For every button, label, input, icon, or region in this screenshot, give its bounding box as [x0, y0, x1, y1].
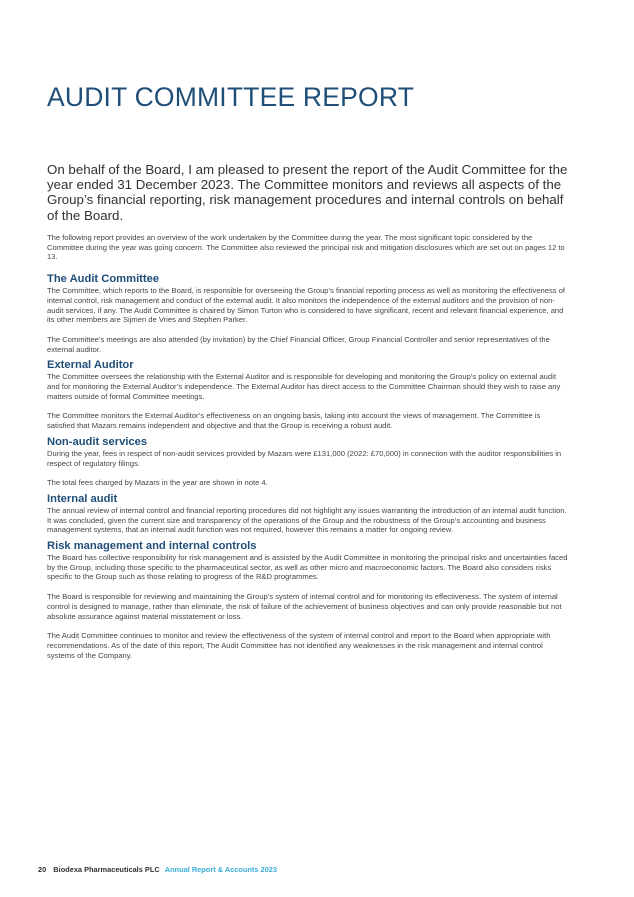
section-paragraph: The annual review of internal control and financial reporting procedures did not highlight any issues warranting the introduction of an internal audit function. It was concluded, given the current size and transparency of the operations of the Group and the robustness of the Group’s accounting and business management systems, that an internal audit function was not required, however this remains a matter for ongoing review.	[47, 505, 567, 535]
section-heading: Internal audit	[47, 492, 118, 505]
section-non-audit-services	[47, 436, 569, 488]
page-footer	[38, 865, 277, 875]
section-paragraph: The Audit Committee continues to monitor and review the effectiveness of the system of internal control and report to the Board when appropriate with recommendations. As of the date of this report, The Audit Committee has not identified any weaknesses in the risk management and internal control systems of the Company.	[47, 631, 551, 660]
section-external-auditor	[47, 359, 569, 431]
lead-paragraph: The following report provides an overview of the work undertaken by the Committee during the year. The most significant topic considered by the Committee during the year was going concern. The Committee also reviewed the principal risk and mitigation disclosures which are set out on pages 12 to 13.	[47, 233, 565, 262]
section-heading: Risk management and internal controls	[47, 540, 257, 553]
section-paragraph: The total fees charged by Mazars in the year are shown in note 4.	[47, 478, 268, 488]
section-paragraph: The Committee, which reports to the Board, is responsible for overseeing the Group’s financial reporting process as well as monitoring the effectiveness of internal control, risk management and conduct of the external audit. It also monitors the independence of the external auditors and the provision of non-audit services, if any. The Audit Committee is chaired by Simon Turton who is considered to have significant, recent and relevant financial experience, and its other members are Sijmen de Vries and Stephen Parker.	[47, 286, 566, 325]
section-audit-committee	[47, 273, 569, 354]
section-paragraph: The Board is responsible for reviewing and maintaining the Group’s system of internal control and for monitoring its effectiveness. The system of internal control is designed to manage, rather than eliminate, the risk of failure of the achievement of business objectives and can only provide reasonable but not absolute assurance against material misstatement or loss.	[47, 592, 562, 621]
page-title: AUDIT COMMITTEE REPORT	[47, 82, 415, 112]
section-paragraph: During the year, fees in respect of non-audit services provided by Mazars were £131,000 (2022: £70,000) in connection with the auditor responsibilities in respect of regulatory filings.	[47, 448, 562, 468]
intro-paragraph: On behalf of the Board, I am pleased to present the report of the Audit Committee for the year ended 31 December 2023. The Committee monitors and reviews all aspects of the Group’s financial reporting, risk management procedures and internal controls on behalf of the Board.	[47, 162, 568, 223]
section-risk-management	[47, 540, 569, 660]
company-name: Biodexa Pharmaceuticals PLC	[53, 865, 160, 874]
section-paragraph: The Committee’s meetings are also attended (by invitation) by the Chief Financial Officer, Group Financial Controller and senior representatives of the external auditor.	[47, 334, 550, 354]
section-heading: Non-audit services	[47, 435, 148, 448]
section-heading: The Audit Committee	[47, 273, 160, 286]
section-heading: External Auditor	[47, 359, 134, 372]
section-paragraph: The Board has collective responsibility for risk management and is assisted by the Audit Committee in monitoring the principal risks and uncertainties faced by the Group, including those specific to the pharmaceutical sector, as well as other micro and macroeconomic factors. The Board also considers risks specific to the Group such as those relating to progress of the R&D programmes.	[47, 553, 568, 582]
page-number: 20	[38, 865, 47, 874]
section-paragraph: The Committee monitors the External Auditor’s effectiveness on an ongoing basis, taking into account the views of management. The Committee is satisfied that Mazars remains independent and objective and that the Group is receiving a robust audit.	[47, 411, 541, 431]
report-body	[47, 233, 569, 665]
report-name: Annual Report & Accounts 2023	[164, 865, 277, 874]
section-internal-audit	[47, 493, 569, 535]
section-paragraph: The Committee oversees the relationship with the External Auditor and is responsible for developing and monitoring the Group’s policy on external audit and for monitoring the External Auditor’s independence. The External Auditor has direct access to the Committee Chairman should they wish to raise any matters outside of formal Committee meetings.	[47, 372, 561, 401]
